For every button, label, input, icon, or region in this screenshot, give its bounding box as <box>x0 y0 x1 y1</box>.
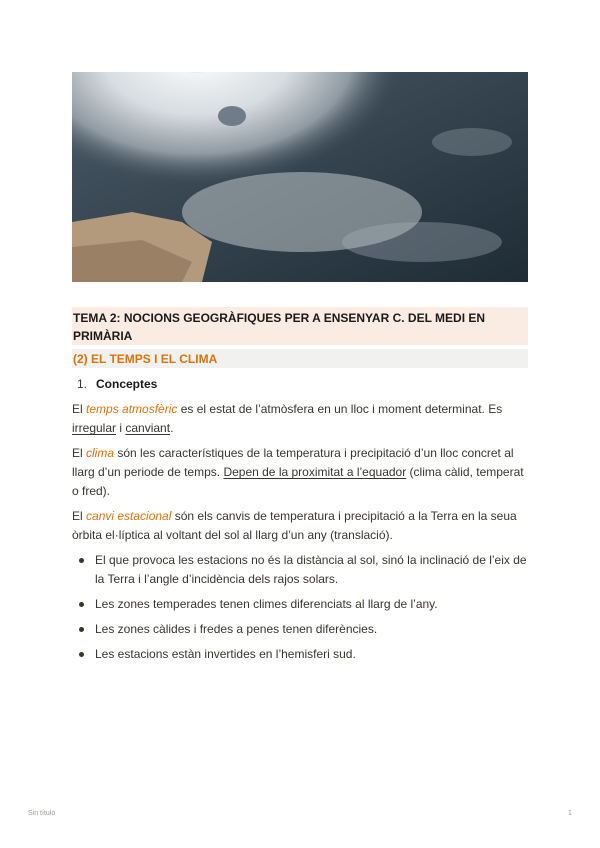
numbered-item <box>72 375 528 394</box>
text: El <box>72 446 87 460</box>
underlined-text: Depen de la proximitat a l’equador <box>223 465 407 479</box>
page-title: TEMA 2: NOCIONS GEOGRÀFIQUES PER A ENSENYAR C. DEL MEDI EN PRIMÀRIA <box>72 307 528 345</box>
text: són els canvis de temperatura i precipitació a la Terra en la seua òrbita el·líptica al voltant del sol al llarg d’un any (translació). <box>72 509 517 542</box>
list-item <box>72 645 528 664</box>
document-body <box>72 375 528 670</box>
footer-page-number: 1 <box>568 810 572 817</box>
paragraph-canvi <box>72 507 528 545</box>
hurricane-satellite-image <box>72 72 528 282</box>
text: són les característiques de la temperatura i precipitació d’un lloc concret al llarg d’un periode de temps. <box>72 446 514 479</box>
bullet-icon <box>79 602 84 607</box>
text: es el estat de l’atmòsfera en un lloc i moment determinat. Es <box>177 402 503 416</box>
list-item-text: Les estacions estàn invertides en l’hemisferi sud. <box>95 647 356 661</box>
cover-image <box>72 72 528 282</box>
term-highlight: clima <box>86 446 115 460</box>
list-item <box>72 551 528 589</box>
text: El <box>72 509 87 523</box>
item-label: Conceptes <box>96 377 158 391</box>
bullet-icon <box>79 627 84 632</box>
text: El <box>72 402 87 416</box>
section-heading: (2) EL TEMPS I EL CLIMA <box>72 349 528 368</box>
term-highlight: canvi estacional <box>86 509 172 523</box>
text: (clima càlid, temperat o fred). <box>72 465 524 498</box>
underlined-text: canviant <box>125 421 171 435</box>
text: . <box>170 421 174 435</box>
item-number: 1. <box>77 377 88 391</box>
bullet-icon <box>79 652 84 657</box>
paragraph-temps <box>72 400 528 438</box>
list-item-text: Les zones càlides i fredes a penes tenen diferències. <box>95 622 378 636</box>
list-item <box>72 620 528 639</box>
footer-document-title: Sin título <box>28 810 56 817</box>
underlined-text: irregular <box>72 421 117 435</box>
bullet-icon <box>79 558 84 563</box>
list-item-text: El que provoca les estacions no és la distància al sol, sinó la inclinació de l’eix de la Terra i l’angle d’incidència dels rajos solars. <box>95 553 527 586</box>
list-item-text: Les zones temperades tenen climes diferenciats al llarg de l’any. <box>95 597 438 611</box>
bullet-list <box>72 551 528 664</box>
text: i <box>116 421 126 435</box>
term-highlight: temps atmosfèric <box>86 402 178 416</box>
paragraph-clima <box>72 444 528 501</box>
list-item <box>72 595 528 614</box>
